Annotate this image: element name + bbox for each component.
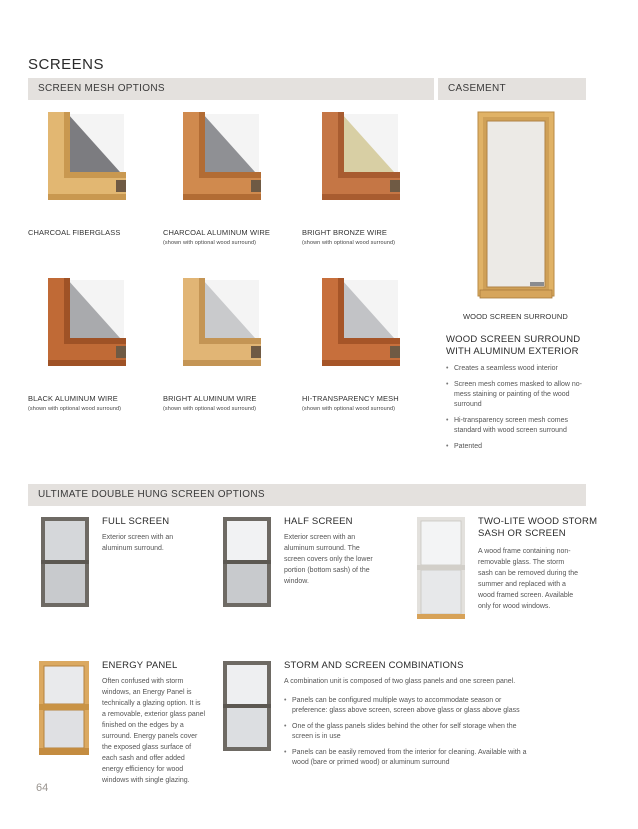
two-lite-heading: TWO-LITE WOOD STORM SASH OR SCREEN	[478, 516, 598, 539]
full-screen-description: Exterior screen with an aluminum surround.	[102, 534, 174, 552]
two-lite-storm-window-image	[416, 516, 466, 620]
page-title: SCREENS	[28, 56, 105, 73]
casement-heading: WOOD SCREEN SURROUND WITH ALUMINUM EXTERIOR	[446, 334, 581, 357]
casement-image-label: WOOD SCREEN SURROUND	[463, 312, 568, 321]
full-screen-heading: FULL SCREEN	[102, 516, 170, 527]
charcoal-aluminum-wire-sample	[163, 110, 263, 210]
casement-window-image	[476, 110, 556, 300]
energy-panel-description: Often confused with storm windows, an Energy Panel is technically a glazing option. It is a removable, exterior glass panel finished on the edges by a surround. Energy panels cover the exposed glass surface of each sash and offer added energy efficiency for wood windows with single glazing.	[102, 678, 206, 784]
half-screen-description: Exterior screen with an aluminum surround. The screen covers only the lower portion (bottom sash) of the window.	[284, 534, 373, 585]
casement-bullet: • Patented	[446, 442, 596, 452]
mesh-caption-hi-transparency-mesh: HI-TRANSPARENCY MESH (shown with optional wood surround)	[302, 394, 399, 412]
storm-combo-heading: STORM AND SCREEN COMBINATIONS	[284, 660, 464, 671]
energy-panel-heading: ENERGY PANEL	[102, 660, 178, 671]
storm-combo-description: A combination unit is composed of two glass panels and one screen panel.	[284, 678, 516, 685]
mesh-caption-bright-aluminum-wire: BRIGHT ALUMINUM WIRE (shown with optional wood surround)	[163, 394, 257, 412]
half-screen-window-image	[222, 516, 272, 608]
energy-panel-window-image	[38, 660, 90, 756]
charcoal-fiberglass-sample	[28, 110, 128, 210]
mesh-caption-bright-bronze-wire: BRIGHT BRONZE WIRE (shown with optional wood surround)	[302, 228, 396, 246]
black-aluminum-wire-sample	[28, 276, 128, 376]
bright-aluminum-wire-sample	[163, 276, 263, 376]
casement-bullet-list	[446, 364, 596, 458]
casement-bullet: • Hi-transparency screen mesh comes standard with wood screen surround	[446, 416, 596, 436]
mesh-caption-charcoal-aluminum-wire: CHARCOAL ALUMINUM WIRE (shown with optional wood surround)	[163, 228, 270, 246]
hi-transparency-mesh-sample	[302, 276, 402, 376]
section-bar-casement: CASEMENT	[438, 78, 586, 100]
section-bar-mesh-options: SCREEN MESH OPTIONS	[28, 78, 434, 100]
casement-bullet: • Screen mesh comes masked to allow no-mess staining or painting of the wood surround	[446, 380, 596, 410]
storm-screen-combination-window-image	[222, 660, 272, 752]
bright-bronze-wire-sample	[302, 110, 402, 210]
storm-combo-bullet: • Panels can be easily removed from the interior for cleaning. Available with a wood (bare or primed wood) or aluminum surround	[284, 748, 534, 768]
mesh-caption-charcoal-fiberglass: CHARCOAL FIBERGLASS	[28, 228, 121, 237]
storm-combo-bullet: • One of the glass panels slides behind the other for self storage when the screen is in use	[284, 722, 534, 742]
two-lite-description: A wood frame containing non-removable glass. The storm sash can be removed during the summer and replaced with a wood framed screen. Available only for wood windows.	[478, 548, 579, 610]
mesh-caption-black-aluminum-wire: BLACK ALUMINUM WIRE (shown with optional wood surround)	[28, 394, 122, 412]
section-bar-double-hung: ULTIMATE DOUBLE HUNG SCREEN OPTIONS	[28, 484, 586, 506]
half-screen-heading: HALF SCREEN	[284, 516, 353, 527]
full-screen-window-image	[40, 516, 90, 608]
page-number: 64	[36, 782, 49, 794]
storm-combo-bullet: • Panels can be configured multiple ways to accommodate season or preference: glass above screen, screen above glass or glass above glass	[284, 696, 534, 716]
storm-combo-bullet-list	[284, 696, 534, 774]
casement-bullet: • Creates a seamless wood interior	[446, 364, 596, 374]
